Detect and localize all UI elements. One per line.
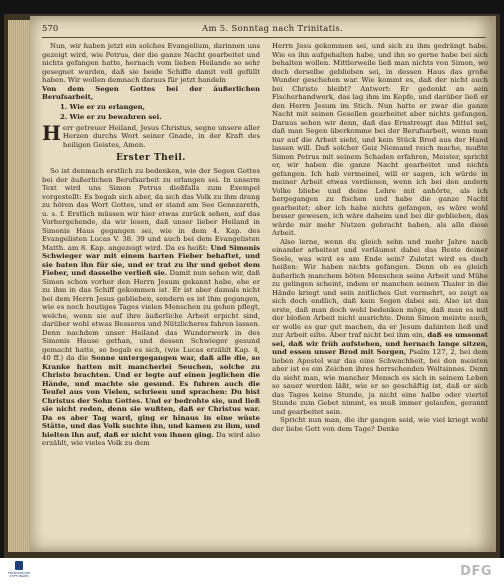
page-header <box>42 22 486 36</box>
left-column <box>42 42 260 546</box>
scripture-quote: Und Simonis Schwieger war mit einem harten Fieber behaftet, und sie baten ihn für sie, und er trat zu ihr und gebot dem Fieber, und dasselbe verließ sie. <box>42 243 260 277</box>
body-paragraph <box>42 167 260 448</box>
section-title: Erster Theil. <box>116 153 186 163</box>
drop-cap: H <box>42 120 61 145</box>
body-paragraph: Herrn Jesu gekommen sei, und sich zu ihm gedrängt habe. Wie es ihn aufgehalten habe, und ihn so gerne habe bei sich behalten wollen. Mittlerweile ließ man nichts von Simon, wo doch derselbe geblieben sei, in dessen Haus das große Wunder geschehen war. Wie kommt es, daß der nicht auch bei Christo bleibt? Antwort: Er gedenkt an sein Fischerhandwerk, das lag ihm im Kopfe, und darüber ließ er den Herrn Jesum im Stich. Nun hatte er zwar die ganze Nacht mit seinen Gesellen gearbeitet aber nichts gefangen. Daraus sehen wir denn, daß das Ernstreugt das Mittel sei, daß man Segen überkomme bei der Berufsarbeit, wenn man nur auf die Arbeit sieht, und kein Stück Brod aus der Hand lassen will. Daß solcher Geiz Niemand reich mache, mußte Simon Petrus mit seinem Schaden erfahren, Meister, spricht er, wir haben die ganze Nacht gearbeitet und nichts gefangen. Ich hab vermeinel, will er sagen, ich würde in meiner Arbeit etwas verdienen, wenn ich bei den andern Volke bliebe und deine Lehre mit anhörte, als ich hergegangen zu fischen und habe die ganze Nacht gearbeitet; aber ich habe nichts gefangen, es wäre wohl besser gewesen, ich wäre daheim und bei dir geblieben, das würde mir mehr Nutzen gebracht haben, als alle diese Arbeit. <box>272 42 488 237</box>
sermon-theme: Von dem Segen Gottes bei der äußerlichen Berufsarbeit, <box>42 84 260 101</box>
body-text: Also lerne, wenn du gleich sehn und mehr Jahre nach einander arbeitest und verläumst dabei das Beste deiner Seele, was wird es am Ende sein? Zuletzt wird es doch heißen: Wir haben nichts gefangen. Denn ob es gleich äußerlich manchem böten Menschen seine Arbeit und Mühe zu gelingen scheint, indem er manchen seinen Thaler in die Hände kriegt und sein zeitliches Gut vermehrt, so zeigt es sich doch endlich, daß kein Segen dabei sei. Also ist das erste, daß man doch wohl bedenken möge, daß man es mit der bloßen Arbeit nicht ausrichte. Denn Simon meinte auch, er wolle es gar gut machen, da er Jesum dahinten ließ und zur Arbeit eilte. Aber traf nicht bei ihm ein, <box>272 237 488 339</box>
theme-point-2: 2. Wie er zu bewahren sei. <box>60 113 162 121</box>
seal-icon <box>15 561 23 570</box>
dfg-logo[interactable]: DFG <box>460 564 492 579</box>
prayer-text: err getreuer Heiland, Jesus Christus, segne unsere aller Herzen durchs Wort seiner Gnade, in der Kraft des heiligen Geistes, Amen. <box>62 123 260 149</box>
running-title: Am 5. Sonntag nach Trinitatis. <box>202 24 344 34</box>
logo-text: FRANCKESCHE STIFTUNGEN <box>7 571 31 579</box>
scripture-quote: daß es umsonst sei, daß wir früh aufstehen, und hernach lange sitzen, und essen unser Brod mit Sorgen, <box>272 331 488 356</box>
body-paragraph: Spricht nun man, die ihr gangen seid, wie viel kriegt wohl der liebe Gott von dem Tage? Denke <box>272 416 488 433</box>
body-text: Psalm 127, 2, bei dem lieben Apostel war das eine Schwachheit, bei den meisten aber ist es ein Zeichen ihres herrschenden Weltsinnes. Denn da sieht man, wie mancher Mensch es sich in seinem Leben so sauer werden läßt, wie er so geschäftig ist, daß er sich das Tages keine Stunde, ja nicht eine halbe oder viertel Stunde zum Gebet nimmt, es muß immer gelaufen, gerannt und gearbeitet sein. <box>272 348 488 416</box>
body-text: Damit nun sehen wir, daß Simon schon vorher den Herrn Jesum gekannt habe, ehe er zu ihm in das Schiff gekommen ist. Er ist aber damals nicht bei dem Herrn Jesus geblieben, sondern es ist ihm gegangen, wie es noch heutiges Tages vielen Menschen zu gehen pflegt, welche, wenn sie auf ihre äußerliche Arbeit erpicht sind, darüber wohl etwas Besseres und Nützlicheres fahren lassen. Denn nachdem unser Heiland das Wunderwerk in des Simonis Hause gethan, und dessen Schwieger gesund gemacht hatte, so begab es sich, (wie Lucas erzählt Kap. 4, 40 ff.) da die <box>42 269 260 362</box>
theme-point-1: 1. Wie er zu erlangen, <box>60 102 146 111</box>
scripture-quote: Sonne untergegangen war, daß alle die, so Kranke hatten mit mancherlei Seuchen, solche zu Christo brachten. Und er legte auf einen jeglichen die Hände, und machte sie gesund. Es fuhren auch die Teufel aus von Vielen, schrieen und sprachen: Du bist Christus der Sohn Gottes. Und er bedrohte sie, und ließ sie nicht reden, denn sie wußten, daß er Christus war. Da es aber Tag ward, ging er hinaus in eine wüste Stätte, und das Volk suchte ihn, und kamen zu ihm, und hielten ihn auf, daß er nicht von ihnen ging. <box>42 354 260 439</box>
body-paragraph <box>272 238 488 417</box>
viewer-footer <box>0 558 504 584</box>
right-column <box>272 42 488 546</box>
body-text: So ist denmach erstlich zu bedenken, wie der Segen Gottes bei der äußerlichen Berufsarbeit zu erlangen sei. In unserm Text wird uns Simon Petrus dießfalls zum Exempel vorgestellt: Es begab sich aber, da sich das Volk zu ihm drang zu hören das Wort Gottes, und er stand am See Genezareth, u. s. f. Erstlich müssen wir hier etwas zurück sehen, auf das Vorhergehende, da wir lesen, daß unser lieber Heiland in Simonis Haus gegangen sei, wie in dem 4. Kap. des Evangelisten Lucas V. 38. 39 und auch bei dem Evangelisten Matth. am 8. Kap. angezeigt wird. Da es heißt: <box>42 167 260 252</box>
book-page <box>30 16 496 552</box>
prayer-paragraph <box>42 120 260 150</box>
body-text: Da wird also erzählt, wie vieles Volk zu dem <box>42 430 260 447</box>
intro-paragraph: Nun, wir haben jetzt ein solches Evangelium, darinnen uns gezeigt wird, wie Petrus, der die ganze Nacht gearbeitet und nichts gefangen hatte, hernach vom lieben Heilande so sehr gesegnet wurden, daß sie beide Schiffe damit voll gefüllt haben. Wir wollen demnach daraus für jetzt handeln <box>42 42 260 84</box>
institution-logo[interactable] <box>6 560 32 581</box>
page-number: 570 <box>42 24 59 34</box>
header-rule <box>42 37 486 38</box>
